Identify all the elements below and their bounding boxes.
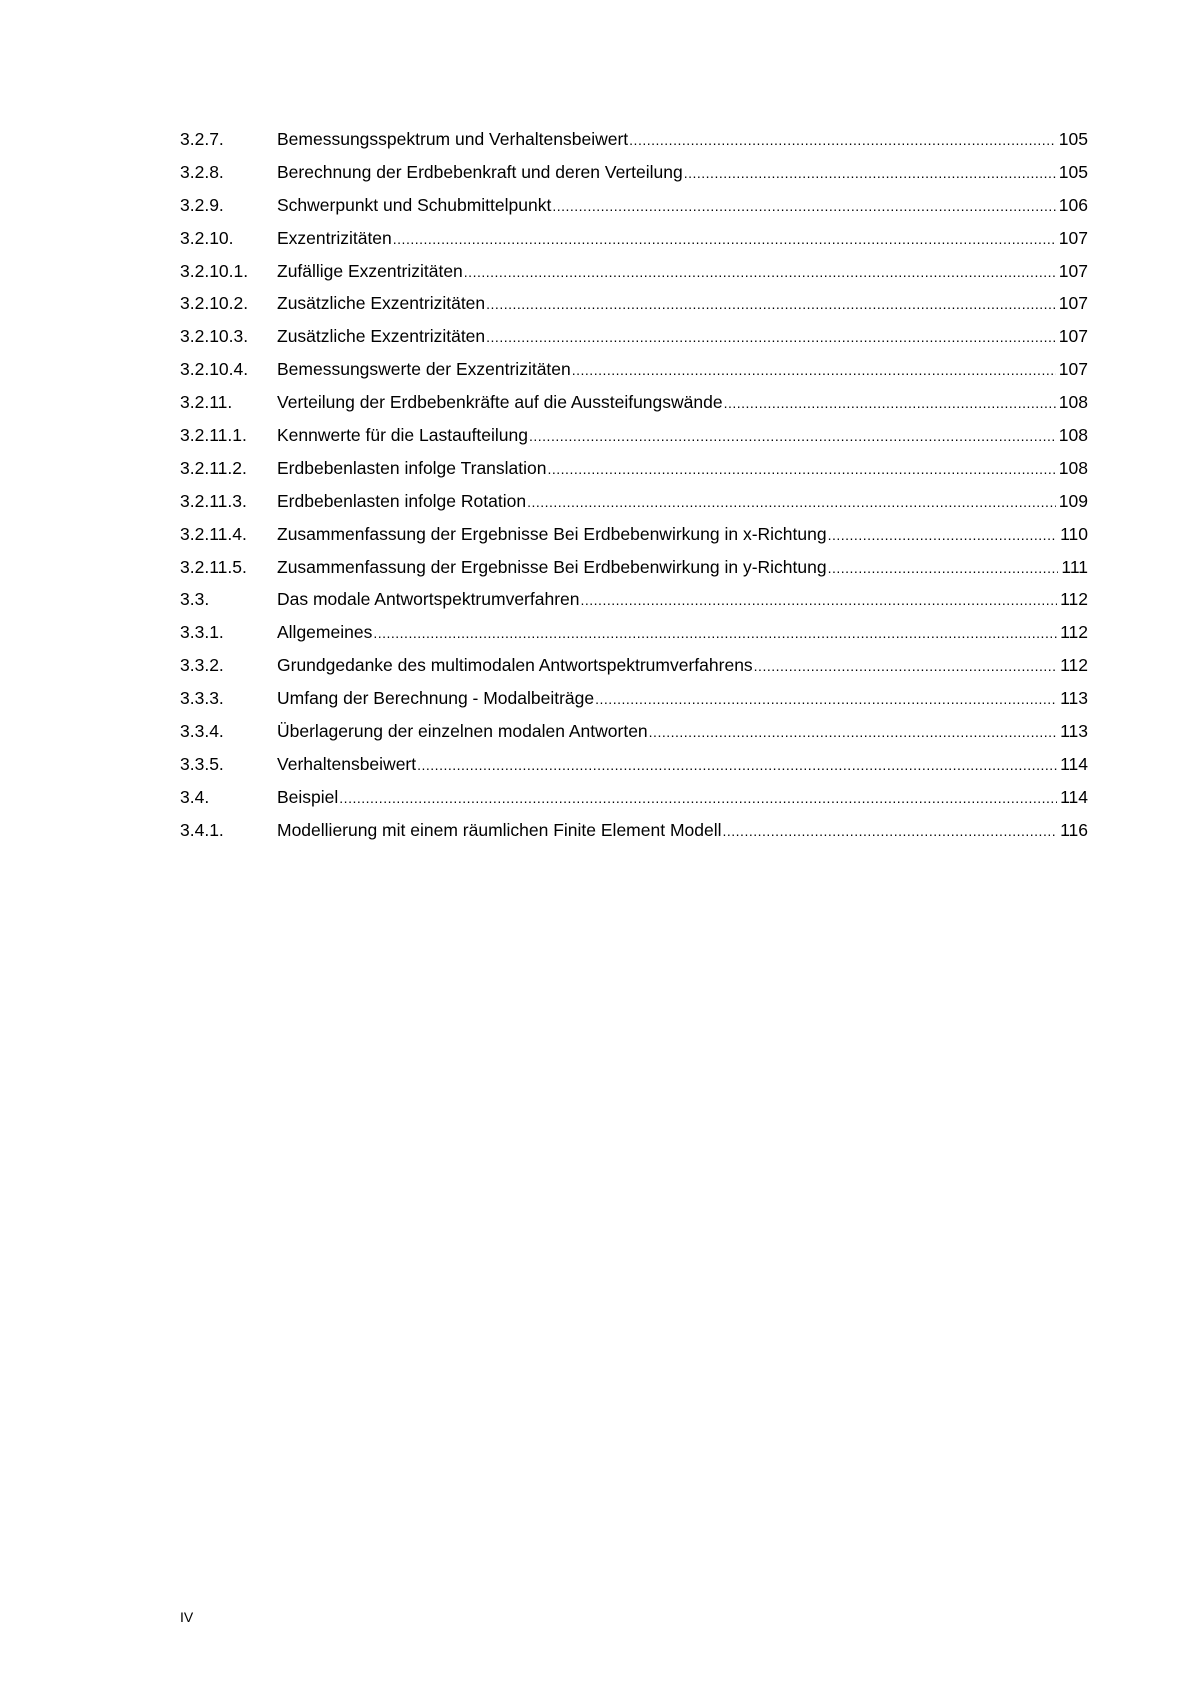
toc-dot-leader [393, 223, 1056, 256]
toc-entry-number: 3.3.4. [180, 721, 224, 742]
toc-entry-number: 3.3.1. [180, 622, 224, 643]
toc-entry-main [277, 320, 1088, 354]
toc-dot-leader [486, 321, 1056, 354]
toc-entry-main [277, 781, 1088, 815]
toc-entry-page: 114 [1060, 753, 1088, 774]
toc-entry-number: 3.3. [180, 589, 210, 610]
toc-dot-leader [339, 782, 1057, 815]
toc-entry-main [277, 748, 1088, 782]
toc-entry-number: 3.2.11.5. [180, 556, 247, 577]
toc-entry-number: 3.2.9. [180, 194, 224, 215]
toc-dot-leader [724, 387, 1056, 420]
toc-entry-title: Beispiel [277, 786, 339, 807]
toc-entry-title: Zufällige Exzentrizitäten [277, 260, 463, 281]
toc-entry-title: Berechnung der Erdbebenkraft und deren Verteilung [277, 161, 683, 182]
toc-entry[interactable] [180, 748, 1088, 781]
toc-entry-number: 3.4.1. [180, 819, 224, 840]
toc-dot-leader [595, 683, 1057, 716]
toc-dot-leader [529, 420, 1056, 453]
toc-entry-main [277, 715, 1088, 749]
toc-entry[interactable] [180, 123, 1088, 156]
toc-entry[interactable] [180, 583, 1088, 616]
toc-entry-main [277, 255, 1088, 289]
toc-entry[interactable] [180, 814, 1088, 847]
toc-entry-page: 107 [1058, 293, 1088, 314]
toc-entry[interactable] [180, 616, 1088, 649]
toc-entry-page: 108 [1058, 457, 1088, 478]
toc-entry[interactable] [180, 682, 1088, 715]
toc-entry[interactable] [180, 189, 1088, 222]
toc-entry-title: Allgemeines [277, 622, 373, 643]
toc-entry-number: 3.2.8. [180, 161, 224, 182]
toc-dot-leader [464, 256, 1056, 289]
toc-entry-number: 3.2.10.2. [180, 293, 249, 314]
toc-entry-number: 3.2.10. [180, 227, 234, 248]
toc-entry-page: 107 [1058, 260, 1088, 281]
toc-entry-main [277, 353, 1088, 387]
toc-entry-title: Zusammenfassung der Ergebnisse Bei Erdbebenwirkung in y-Richtung [277, 556, 827, 577]
toc-entry-page: 112 [1060, 622, 1088, 643]
toc-entry-page: 105 [1058, 161, 1088, 182]
toc-entry[interactable] [180, 320, 1088, 353]
toc-entry-number: 3.3.2. [180, 655, 224, 676]
toc-dot-leader [649, 716, 1057, 749]
toc-entry-main [277, 287, 1088, 321]
page-number-footer: IV [180, 1609, 194, 1625]
toc-entry-page: 113 [1060, 721, 1088, 742]
toc-entry-page: 106 [1058, 194, 1088, 215]
toc-entry[interactable] [180, 485, 1088, 518]
toc-entry-number: 3.2.11.2. [180, 457, 247, 478]
toc-dot-leader [486, 288, 1056, 321]
toc-entry-number: 3.3.5. [180, 753, 224, 774]
toc-entry-page: 109 [1058, 490, 1088, 511]
toc-entry-title: Bemessungswerte der Exzentrizitäten [277, 359, 571, 380]
toc-entry-title: Umfang der Berechnung - Modalbeiträge [277, 688, 595, 709]
toc-entry-page: 107 [1058, 359, 1088, 380]
toc-entry-page: 108 [1058, 425, 1088, 446]
toc-entry[interactable] [180, 781, 1088, 814]
toc-entry[interactable] [180, 551, 1088, 584]
toc-dot-leader [548, 453, 1056, 486]
toc-entry-title: Exzentrizitäten [277, 227, 392, 248]
toc-entry-title: Erdbebenlasten infolge Rotation [277, 490, 527, 511]
toc-entry-main [277, 616, 1088, 650]
toc-dot-leader [527, 486, 1056, 519]
toc-entry[interactable] [180, 353, 1088, 386]
toc-entry-main [277, 485, 1088, 519]
toc-entry-title: Zusätzliche Exzentrizitäten [277, 293, 486, 314]
toc-dot-leader [417, 749, 1057, 782]
toc-entry-main [277, 386, 1088, 420]
toc-entry-title: Schwerpunkt und Schubmittelpunkt [277, 194, 552, 215]
toc-entry-page: 105 [1058, 129, 1088, 149]
toc-entry-main [277, 189, 1088, 223]
toc-entry[interactable] [180, 386, 1088, 419]
toc-entry-title: Bemessungsspektrum und Verhaltensbeiwert [277, 129, 629, 149]
toc-entry-title: Verhaltensbeiwert [277, 753, 417, 774]
toc-entry-title: Verteilung der Erdbebenkräfte auf die Aussteifungswände [277, 392, 723, 413]
toc-entry[interactable] [180, 222, 1088, 255]
toc-entry-main [277, 156, 1088, 190]
toc-entry-main [277, 123, 1088, 157]
toc-entry-number: 3.2.10.1. [180, 260, 249, 281]
toc-entry-main [277, 551, 1088, 585]
toc-entry-title: Modellierung mit einem räumlichen Finite Element Modell [277, 819, 722, 840]
toc-entry-number: 3.2.10.4. [180, 359, 249, 380]
toc-entry[interactable] [180, 452, 1088, 485]
toc-entry-page: 112 [1060, 655, 1088, 676]
toc-dot-leader [828, 519, 1058, 552]
toc-entry-main [277, 649, 1088, 683]
toc-entry-page: 112 [1060, 589, 1088, 610]
toc-entry-main [277, 419, 1088, 453]
toc-entry-number: 3.2.11.1. [180, 425, 247, 446]
toc-entry-page: 116 [1060, 819, 1088, 840]
toc-dot-leader [684, 157, 1056, 190]
toc-entry-page: 108 [1058, 392, 1088, 413]
toc-entry-number: 3.2.11.4. [180, 523, 247, 544]
toc-entry[interactable] [180, 287, 1088, 320]
toc-entry-title: Das modale Antwortspektrumverfahren [277, 589, 580, 610]
toc-entry-title: Grundgedanke des multimodalen Antwortspektrumverfahrens [277, 655, 753, 676]
toc-dot-leader [581, 584, 1058, 617]
toc-entry-main [277, 682, 1088, 716]
toc-entry-main [277, 222, 1088, 256]
toc-dot-leader [754, 650, 1057, 683]
toc-entry-page: 114 [1060, 786, 1088, 807]
toc-entry-page: 111 [1061, 556, 1088, 577]
toc-entry-title: Kennwerte für die Lastaufteilung [277, 425, 528, 446]
toc-entry[interactable] [180, 419, 1088, 452]
toc-entry-number: 3.3.3. [180, 688, 224, 709]
toc-entry-title: Zusätzliche Exzentrizitäten [277, 326, 486, 347]
toc-entry-main [277, 518, 1088, 552]
toc-entry[interactable] [180, 649, 1088, 682]
toc-entry[interactable] [180, 255, 1088, 288]
toc-entry-number: 3.2.10.3. [180, 326, 249, 347]
toc-dot-leader [828, 552, 1059, 585]
toc-entry-main [277, 452, 1088, 486]
toc-entry[interactable] [180, 518, 1088, 551]
toc-entry-title: Zusammenfassung der Ergebnisse Bei Erdbebenwirkung in x-Richtung [277, 523, 827, 544]
toc-dot-leader [629, 124, 1056, 157]
toc-entry-title: Überlagerung der einzelnen modalen Antworten [277, 721, 648, 742]
toc-entry-title: Erdbebenlasten infolge Translation [277, 457, 547, 478]
toc-entry-number: 3.2.11.3. [180, 490, 247, 511]
table-of-contents [180, 123, 1088, 847]
toc-entry-main [277, 814, 1088, 848]
toc-entry-number: 3.2.7. [180, 129, 224, 149]
toc-entry-page: 107 [1058, 227, 1088, 248]
toc-entry-number: 3.2.11. [180, 392, 233, 413]
toc-entry-page: 113 [1060, 688, 1088, 709]
toc-entry-page: 107 [1058, 326, 1088, 347]
toc-dot-leader [572, 354, 1056, 387]
toc-entry-main [277, 583, 1088, 617]
toc-entry[interactable] [180, 156, 1088, 189]
toc-dot-leader [552, 190, 1055, 223]
toc-entry-number: 3.4. [180, 786, 210, 807]
toc-entry[interactable] [180, 715, 1088, 748]
toc-dot-leader [723, 815, 1058, 848]
toc-dot-leader [373, 617, 1057, 650]
toc-entry-page: 110 [1060, 523, 1088, 544]
